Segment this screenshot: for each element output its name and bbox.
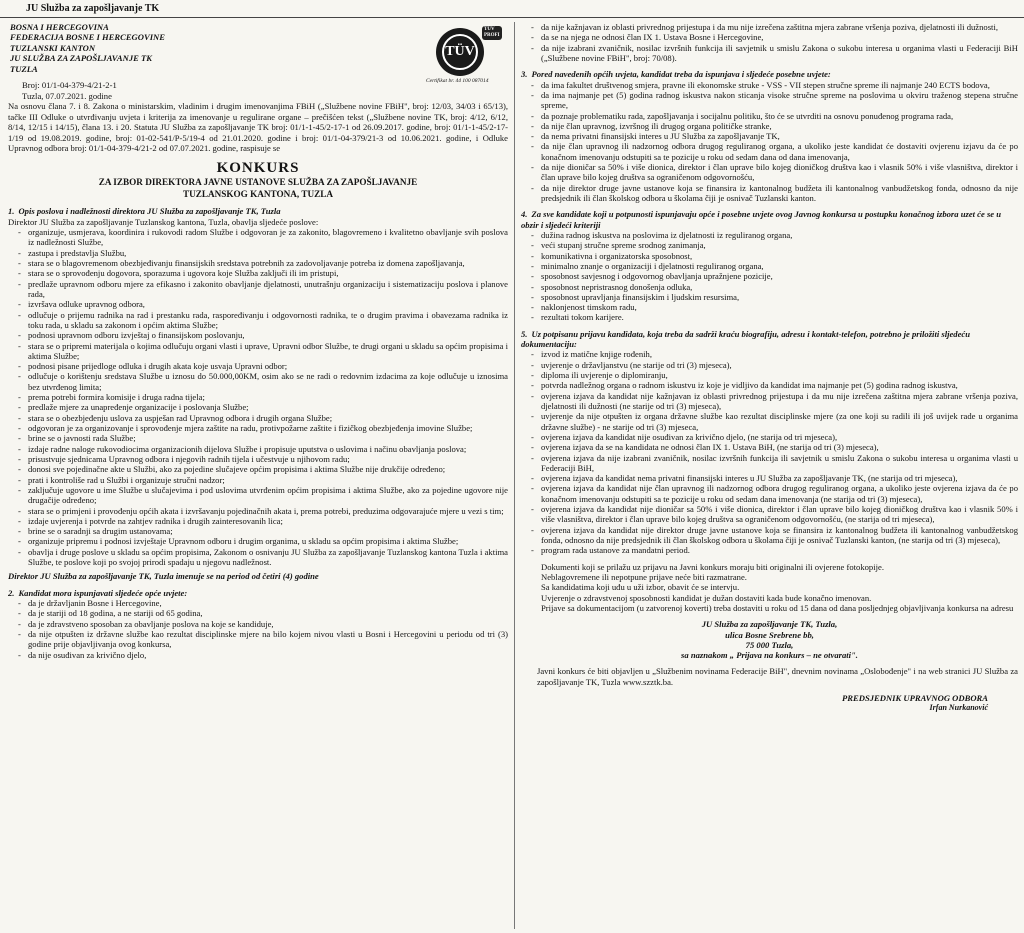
list-item: - da je stariji od 18 godina, a ne stariji od 65 godina, [18, 608, 508, 618]
list-item: - uvjerenje da nije otpušten iz organa državne službe kao rezultat disciplinske mjere (za one koji su radili ili još uvijek rade u organima državne službe) - ne starije od tri (3) mjeseca, [531, 411, 1018, 432]
section-3-heading [521, 69, 1018, 79]
subtitle-line: TUZLANSKOG KANTONA, TUZLA [182, 188, 333, 199]
section-5-list [521, 349, 1018, 555]
list-item: - prati i kontroliše rad u Službi i organizuje stručni nadzor; [18, 475, 508, 485]
logo-badge: TÜV PROFI [484, 27, 500, 38]
address-line: 75 000 Tuzla, [745, 639, 794, 650]
list-item: - zastupa i predstavlja Službu, [18, 248, 508, 258]
list-item: - ovjerena izjava da kandidat nije osuđivan za krivično djelo, (ne starija od tri mjeseca), [531, 432, 1018, 442]
list-item: - stara se o obezbjeđenju uslova za uspješan rad Upravnog odbora i drugih organa Službe; [18, 413, 508, 423]
institution-line: BOSNA I HERCEGOVINA [10, 22, 109, 32]
address-line: sa naznakom „ Prijava na konkurs – ne otvarati". [681, 650, 858, 661]
list-item: - da nije član upravnog ili nadzornog odbora drugog reguliranog organa, a ukoliko jeste kandidat će dostaviti ovjerenu izjavu da će po konačnom imenovanju odstupiti sa te pozicije u roku od sedam dana od dana imenovanja, [531, 141, 1018, 162]
list-item: - ovjerena izjava da kandidat nije kažnjavan iz oblasti privrednog prijestupa i da mu nije izrečena zaštitna mjera zabrane vršenja poziva, djelatnosti ili dužnosti (ne starije od tri (3) mjeseca), [531, 391, 1018, 412]
reference-number: Broj: 01/1-04-379-4/21-2-1 [22, 80, 117, 91]
certificate-number: Certifikat br. 44 100 087014 [426, 78, 489, 84]
list-item: - ovjerena izjava da kandidat nije dioničar sa 50% i više dionica, direktor i član uprave bilo kojeg dioničkog društva kao i vlasnik 50% i više vlasništva, direktor i član uprave bilo kojeg društva sa ograničenom odgovornošću, (ne starija od tri mjeseca), [531, 504, 1018, 525]
list-item: - da se na njega ne odnosi član IX 1. Ustava Bosne i Hercegovine, [531, 32, 1018, 42]
list-item: - izvršava odluke upravnog odbora, [18, 299, 508, 309]
logo-text: TÜV [445, 43, 475, 59]
list-item: - predlaže mjere za unapređenje organizacije i poslovanja Službe; [18, 402, 508, 412]
certification-logo [426, 28, 508, 85]
tuv-logo-icon [436, 27, 500, 76]
list-item: - da nije otpušten iz državne službe kao rezultat disciplinske mjere na bilo kojem nivou vlasti u Bosni i Hercegovini u periodu od tri (3) godine prije objavljivanja ovog konkursa, [18, 629, 508, 650]
list-item: - da nije član upravnog, izvršnog ili drugog organa političke stranke, [531, 121, 1018, 131]
section-4-heading [521, 209, 1018, 230]
list-item: - da ima najmanje pet (5) godina radnog iskustva nakon sticanja visoke stručne spreme na poslovima u okviru traženog stepena stručne spreme, [531, 90, 1018, 111]
right-column [514, 22, 1018, 929]
institution-line: FEDERACIJA BOSNE I HERCEGOVINE [10, 32, 165, 43]
note-line: Dokumenti koji se prilažu uz prijavu na Javni konkurs moraju biti originalni ili ovjerene fotokopije. [541, 561, 884, 572]
list-item: - izvod iz matične knjige rođenih, [531, 349, 1018, 359]
list-item: - stara se o blagovremenom obezbjeđivanju finansijskih sredstava potrebnih za zadovoljavanje potreba iz domena zapošljavanja, [18, 258, 508, 268]
publication-note: Javni konkurs će biti objavljen u „Službenim novinama Federacije BiH", dnevnim novinama „Oslobođenje" i na web stranici JU Služba za zapošljavanje TK, Tuzla www.szztk.ba. [537, 666, 1018, 687]
section-number: 4. [521, 209, 528, 220]
president-signature [521, 693, 1018, 713]
section-number: 2. [8, 587, 15, 598]
list-item: - donosi sve pojedinačne akte u Službi, ako za pojedine slučajeve općim propisima i aktima Službe nije drukčije određeno; [18, 464, 508, 474]
address-block [521, 619, 1018, 660]
list-item: - uvjerenje o državljanstvu (ne starije od tri (3) mjeseca), [531, 360, 1018, 370]
list-item: - prisustvuje sjednicama Upravnog odbora i njegovih radnih tijela i učestvuje u njihovom radu; [18, 454, 508, 464]
header-bar [0, 0, 1024, 18]
mandate-term: Direktor JU Služba za zapošljavanje TK, Tuzla imenuje se na period od četiri (4) godine [8, 571, 319, 582]
list-item: - sposobnost nepristrasnog donošenja odluka, [531, 282, 1018, 292]
list-item: - da poznaje problematiku rada, zapošljavanja i socijalnu politiku, što će se utvrditi na osnovu ponuđenog programa rada, [531, 111, 1018, 121]
president-name: Irfan Nurkanović [929, 703, 988, 713]
list-item: - odgovoran je za organizovanje i sprovođenje mjera zaštite na radu, protivpožarne zaštite i fizičkog obezbjeđenja imovine Službe; [18, 423, 508, 433]
section-1-lead: Direktor JU Služba za zapošljavanje Tuzlanskog kantona, Tuzla, obavlja sljedeće poslove: [8, 216, 319, 227]
list-item: - da nije izabrani zvaničnik, nosilac izvršnih funkcija ili savjetnik u smislu Zakona o sukobu interesa u organima vlasti u Federaciji BiH („Službene novine FBiH", broj: 70/08). [531, 43, 1018, 64]
list-item: - da nije osuđivan za krivično djelo, [18, 650, 508, 660]
section-number: 5. [521, 328, 528, 339]
list-item: - potvrda nadležnog organa o radnom iskustvu iz koje je vidljivo da kandidat ima najmanje pet (5) godina radnog iskustva, [531, 380, 1018, 390]
institution-line: TUZLANSKI KANTON [10, 42, 96, 53]
list-item: - da je državljanin Bosne i Hercegovine, [18, 598, 508, 608]
list-item: - komunikativna i organizatorska sposobnost, [531, 251, 1018, 261]
list-item: - rezultati tokom karijere. [531, 312, 1018, 322]
list-item: - izdaje radne naloge rukovodiocima organizacionih dijelova Službe i propisuje uputstva o uslovima i načinu obavljanja poslova; [18, 444, 508, 454]
list-item: - veći stupanj stručne spreme srodnog zanimanja, [531, 240, 1018, 250]
list-item: - da nije kažnjavan iz oblasti privrednog prijestupa i da mu nije izrečena zaštitna mjera zabrane vršenja poziva, djelatnosti ili dužnosti, [531, 22, 1018, 32]
documents-note [521, 562, 1018, 614]
list-item: - prema potrebi formira komisije i druga radna tijela; [18, 392, 508, 402]
institution-line: TUZLA [10, 63, 38, 74]
section-heading-text: Uz potpisanu prijavu kandidata, koja treba da sadrži kraću biografiju, adresu i kontakt-telefon, potrebno je priložiti sljedeću dokumentaciju: [521, 328, 971, 350]
list-item: - odlučuje o prijemu radnika na rad i prestanku rada, raspoređivanju i odgovornosti radnika, te o drugim pravima i obavezama radnika iz toku rada, u skladu sa zakonom i općim aktima Službe; [18, 310, 508, 331]
list-item: - organizuje pripremu i podnosi izvještaje Upravnom odboru i drugim organima, u skladu sa općim propisima i aktima Službe; [18, 536, 508, 546]
list-item: - minimalno znanje o organizaciji i djelatnosti reguliranog organa, [531, 261, 1018, 271]
reference-date: Tuzla, 07.07.2021. godine [22, 90, 112, 101]
list-item: - ovjerena izjava da kandidat nije član upravnog ili nadzornog odbora drugog reguliranog organa, a ukoliko jeste ovjerena izjava da će po konačnom imenovanju odstupiti sa te pozicije u roku od sedam dana imenovanja (ne starija od tri (3) mjeseca), [531, 483, 1018, 504]
section-4-list [521, 230, 1018, 323]
section-2-heading [8, 588, 508, 598]
list-item: - zaključuje ugovore u ime Službe u slučajevima i pod uslovima utvrđenim općim propisima i aktima Službe, ako za pojedine ugovore nije drugačije određeno; [18, 485, 508, 506]
list-item: - da nije dioničar sa 50% i više dionica, direktor i član uprave bilo kojeg dioničkog društva kao i vlasnik 50% i više vlasništva, direktor i član uprave bilo kojeg društva sa ograničenom odgovornošću, [531, 162, 1018, 183]
note-line: Sa kandidatima koji uđu u uži izbor, obavit će se intervju. [541, 582, 740, 593]
institution-line: JU SLUŽBA ZA ZAPOŠLJAVANJE TK [10, 53, 152, 64]
list-item: - naklonjenost timskom radu, [531, 302, 1018, 312]
header-title: JU Služba za zapošljavanje TK [26, 3, 160, 14]
list-item: - da je zdravstveno sposoban za obavljanje poslova na koje se kandiduje, [18, 619, 508, 629]
list-item: - dužina radnog iskustva na poslovima iz djelatnosti iz reguliranog organa, [531, 230, 1018, 240]
list-item: - da nema privatni finansijski interes u JU Služba za zapošljavanje TK, [531, 131, 1018, 141]
list-item: - predlaže upravnom odboru mjere za efikasno i zakonito obavljanje djelatnosti, unutrašnju organizaciju i sistematizaciju poslova i planove rada, [18, 279, 508, 300]
list-item: - da nije direktor druge javne ustanove koja se finansira iz kantonalnog budžeta ili kantonalnog vanbudžetskog fonda, odnosno da nije predsjednik ili član školskog odbora u školama čiji je osnivač Tuzlanski kanton. [531, 183, 1018, 204]
section-5-heading [521, 329, 1018, 350]
list-item: - stara se o primjeni i provođenju općih akata i izvršavanju pojedinačnih akata i, prema potrebi, preduzima odgovarajuće mjere u vezi s tim; [18, 506, 508, 516]
note-line: Uvjerenje o zdravstvenoj sposobnosti kandidat je dužan dostaviti kada bude konačno imenovan. [541, 592, 872, 603]
list-item: - stara se o sprovođenju dogovora, sporazuma i ugovora koje Služba zaključi ili im pristupi, [18, 268, 508, 278]
list-item: - ovjerena izjava da kandidat nije direktor druge javne ustanove koja se finansira iz kantonalnog budžeta ili kantonalnog vanbudžetskog fonda, odnosno da nije predsjednik ili član školskog odbora u školama čiji je osnivač Tuzlanski kanton, (ne starija od tri (3) mjeseca), [531, 525, 1018, 546]
list-item: - program rada ustanove za mandatni period. [531, 545, 1018, 555]
intro-paragraph: Na osnovu člana 7. i 8. Zakona o ministarskim, vladinim i drugim imenovanjima FBiH („Službene novine FBiH", broj: 12/03, 34/03 i 65/13), tačke III Odluke o utvrđivanju uvjeta i kriterija za imenovanje u regulirane organe – prečišćen tekst („Službene novine TK, broj: 4/12, 6/12, 8/14, 12/15 i 14/15), člana 13. i 20. Statuta JU Služba za zapošljavanje TK broj: 01/1-1-45/2-17-1 od 26.09.2017. godine, broj: 01/1-1-45/2-17-1/19 od 19.08.2019. godine, broj: 01-02-541/P-5/19-4 od 21.01.2020. godine i broj: 01/1-04-379/21-3 od 10.06.2021. godine, i Odluke Upravnog odbora broj: 01/1-04-379-4/21-2 od 07.07.2021. godine, raspisuje se [8, 101, 508, 153]
document-subtitle [8, 177, 508, 200]
list-item: - obavlja i druge poslove u skladu sa općim propisima, Zakonom o osnivanju JU Služba za zapošljavanje Tuzlanskog kantona Tuzla i aktima Službe, te poslove koji po svojoj prirodi spadaju u njegovu nadležnost. [18, 547, 508, 568]
note-line: Prijave sa dokumentacijom (u zatvorenoj koverti) treba dostaviti u roku od 15 dana od dana posljednjeg objavljivanja konkursa na adresu [541, 602, 1014, 613]
note-line: Neblagovremene ili nepotpune prijave neće biti razmatrane. [541, 571, 747, 582]
section-number: 3. [521, 69, 528, 80]
list-item: - brine se o javnosti rada Službe; [18, 433, 508, 443]
section-heading-text: Kandidat mora ispunjavati sljedeće opće uvjete: [18, 587, 188, 598]
list-item: - organizuje, usmjerava, koordinira i rukovodi radom Službe i odgovoran je za zakonito, blagovremeno i kvalitetno obavljanje svih poslova iz nadležnosti Službe, [18, 227, 508, 248]
list-item: - ovjerena izjava da se na kandidata ne odnosi član IX 1. Ustava BiH, (ne starija od tri (3) mjeseca), [531, 442, 1018, 452]
subtitle-line: ZA IZBOR DIREKTORA JAVNE USTANOVE SLUŽBA ZA ZAPOŠLJAVANJE [98, 177, 418, 188]
list-item: - sposobnost savjesnog i odgovornog obavljanja upražnjene pozicije, [531, 271, 1018, 281]
list-item: - da ima fakultet društvenog smjera, pravne ili ekonomske struke - VSS - VII stepen stručne spreme ili najmanje 240 ECTS bodova, [531, 80, 1018, 90]
president-title: PREDSJEDNIK UPRAVNOG ODBORA [842, 693, 988, 704]
section-1-list [8, 227, 508, 567]
list-item: - ovjerena izjava da nije izabrani zvaničnik, nosilac izvršnih funkcija ili savjetnik u smislu Zakona o sukobu interesa u organima vlasti u Federaciji BiH, [531, 453, 1018, 474]
address-line: ulica Bosne Srebrene bb, [725, 629, 814, 640]
address-line: JU Služba za zapošljavanje TK, Tuzla, [701, 619, 838, 630]
list-item: - izdaje uvjerenja i potvrde na zahtjev radnika i drugih zainteresovanih lica; [18, 516, 508, 526]
list-item: - ovjerena izjava da kandidat nema privatni finansijski interes u JU Služba za zapošljavanje TK, (ne starija od tri mjeseca), [531, 473, 1018, 483]
list-item: - podnosi pisane prijedloge odluka i drugih akata koje usvaja Upravni odbor; [18, 361, 508, 371]
list-item: - odlučuje o korištenju sredstava Službe u iznosu do 50.000,00KM, osim ako se ne radi o redovnim izdacima za koje odlučuje u iznosima bez utvrđenog limita; [18, 371, 508, 392]
section-heading-text: Opis poslova i nadležnosti direktora JU Služba za zapošljavanje TK, Tuzla [18, 206, 281, 217]
section-2-list-right [521, 22, 1018, 63]
document-title: KONKURS [216, 160, 300, 177]
section-heading-text: Pored navedenih općih uvjeta, kandidat treba da ispunjava i sljedeće posebne uvjete: [531, 69, 831, 80]
list-item: - stara se o pripremi materijala o kojima odlučuju organi vlasti i uprave, Upravni odbor Službe, te drugi organi u skladu sa općim propisima i aktima Službe; [18, 341, 508, 362]
section-number: 1. [8, 206, 15, 217]
section-3-list [521, 80, 1018, 204]
section-2-list-left [8, 598, 508, 660]
list-item: - brine se o saradnji sa drugim ustanovama; [18, 526, 508, 536]
section-heading-text: Za sve kandidate koji u potpunosti ispunjavaju opće i posebne uvjete ovog Javnog konkursa u postupku konačnog izbora uzet će se u obzir i sljedeći kriteriji [521, 209, 1002, 230]
list-item: - diploma ili uvjerenje o diplomiranju, [531, 370, 1018, 380]
left-column [8, 22, 508, 929]
list-item: - sposobnost upravljanja finansijskim i ljudskim resursima, [531, 292, 1018, 302]
list-item: - podnosi upravnom odboru izvještaj o finansijskom poslovanju, [18, 330, 508, 340]
section-1-heading [8, 206, 508, 216]
